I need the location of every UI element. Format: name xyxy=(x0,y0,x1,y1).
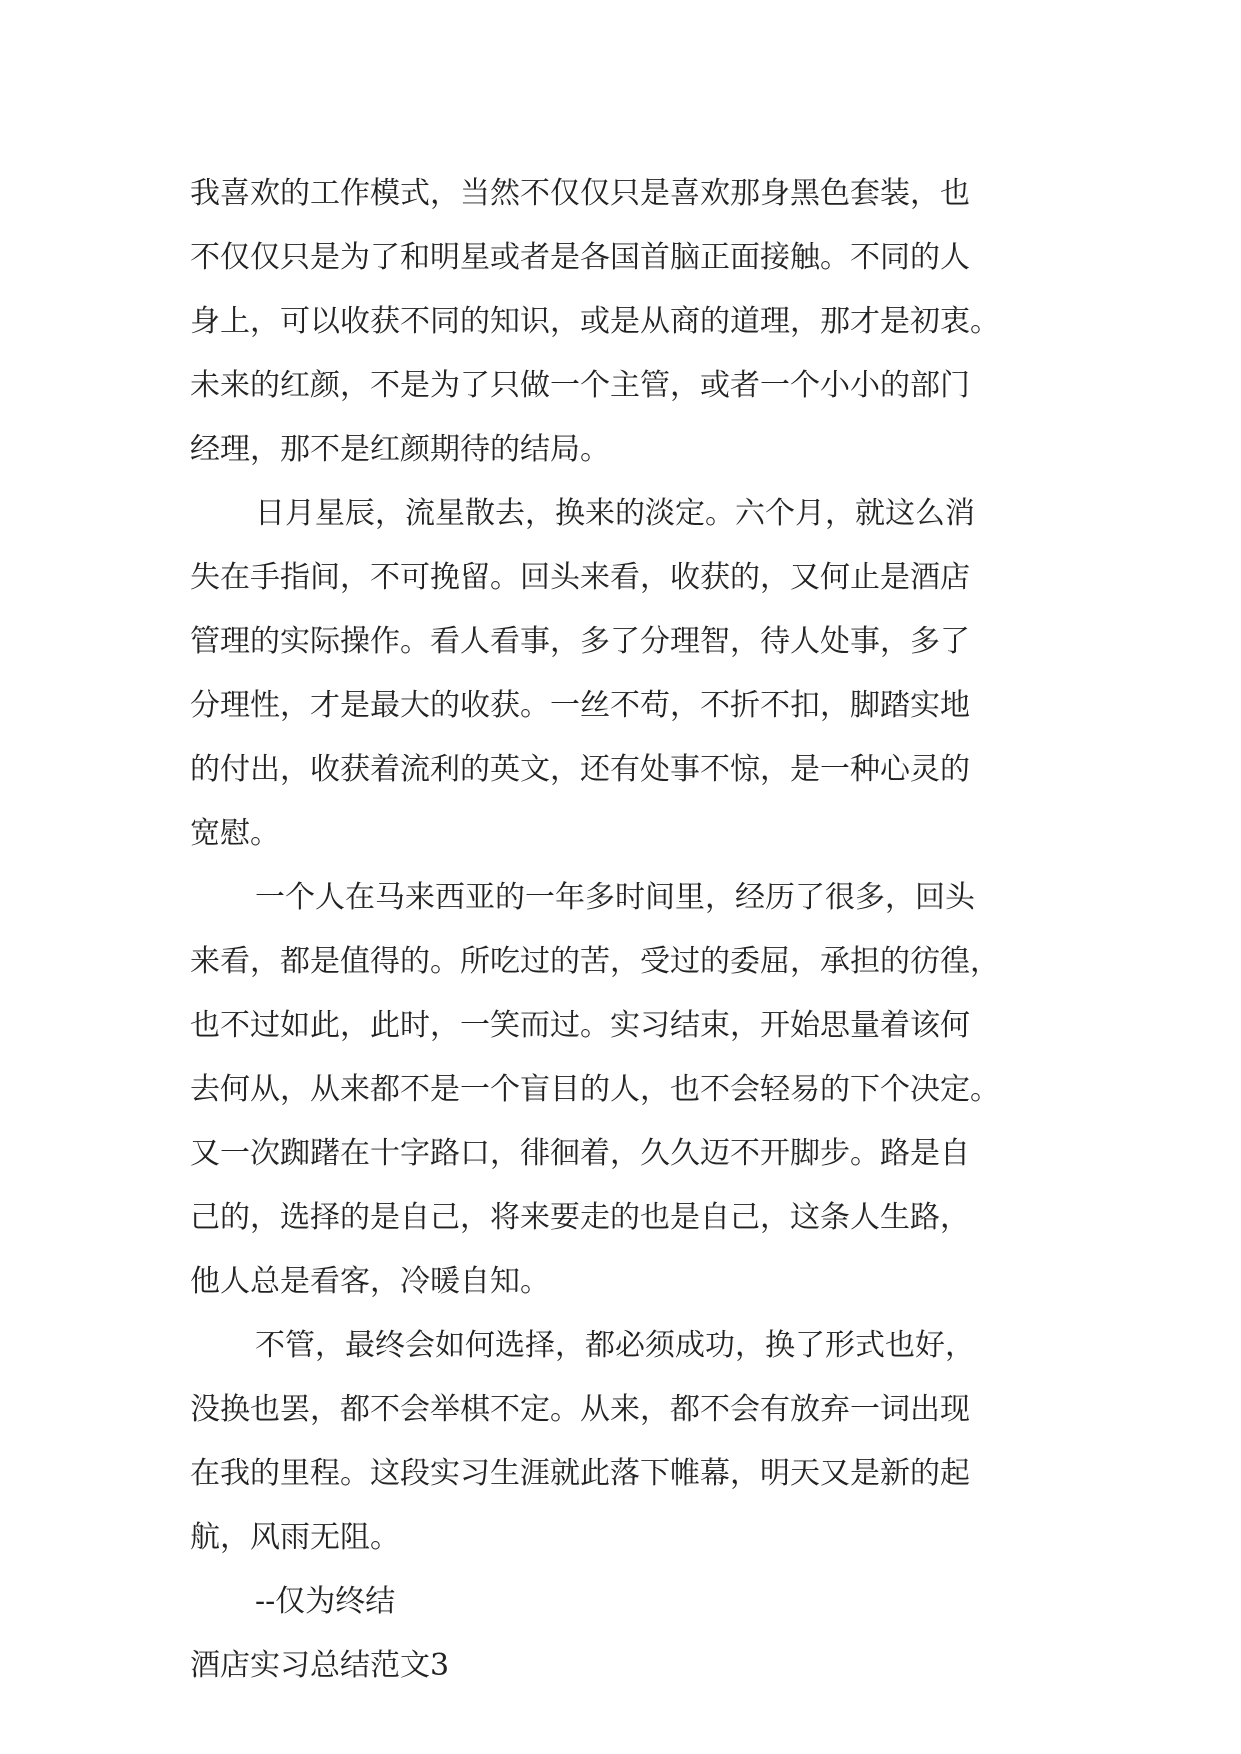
paragraph-line: 身上，可以收获不同的知识，或是从商的道理，那才是初衷。 xyxy=(190,304,1000,339)
paragraph-line: 一个人在马来西亚的一年多时间里，经历了很多，回头 xyxy=(255,880,975,915)
paragraph-line: 不仅仅只是为了和明星或者是各国首脑正面接触。不同的人 xyxy=(190,240,970,275)
section-heading: 酒店实习总结范文3 xyxy=(190,1648,450,1683)
paragraph-line: 没换也罢，都不会举棋不定。从来，都不会有放弃一词出现 xyxy=(190,1392,970,1427)
paragraph-line: 去何从，从来都不是一个盲目的人，也不会轻易的下个决定。 xyxy=(190,1072,1000,1107)
paragraph-line: 不管，最终会如何选择，都必须成功，换了形式也好， xyxy=(255,1328,975,1363)
paragraph-line: 日月星辰，流星散去，换来的淡定。六个月，就这么消 xyxy=(255,496,975,531)
paragraph-line: 也不过如此，此时，一笑而过。实习结束，开始思量着该何 xyxy=(190,1008,970,1043)
paragraph-line: 分理性，才是最大的收获。一丝不苟，不折不扣，脚踏实地 xyxy=(190,688,970,723)
paragraph-line: 的付出，收获着流利的英文，还有处事不惊，是一种心灵的 xyxy=(190,752,970,787)
document-body xyxy=(190,162,1070,1698)
paragraph-line: 我喜欢的工作模式，当然不仅仅只是喜欢那身黑色套装，也 xyxy=(190,176,970,211)
paragraph-line: 他人总是看客，冷暖自知。 xyxy=(190,1264,550,1299)
paragraph-line: 失在手指间，不可挽留。回头来看，收获的，又何止是酒店 xyxy=(190,560,970,595)
paragraph-line: 经理，那不是红颜期待的结局。 xyxy=(190,432,610,467)
paragraph-line: 宽慰。 xyxy=(190,816,280,851)
paragraph-line: 未来的红颜，不是为了只做一个主管，或者一个小小的部门 xyxy=(190,368,970,403)
paragraph-line: 管理的实际操作。看人看事，多了分理智，待人处事，多了 xyxy=(190,624,970,659)
paragraph-line: 己的，选择的是自己，将来要走的也是自己，这条人生路， xyxy=(190,1200,970,1235)
signature-line: --仅为终结 xyxy=(255,1584,396,1619)
paragraph-line: 又一次踟躇在十字路口，徘徊着，久久迈不开脚步。路是自 xyxy=(190,1136,970,1171)
paragraph-line: 来看，都是值得的。所吃过的苦，受过的委屈，承担的彷徨， xyxy=(190,944,1000,979)
paragraph-line: 航，风雨无阻。 xyxy=(190,1520,400,1555)
paragraph-line: 在我的里程。这段实习生涯就此落下帷幕，明天又是新的起 xyxy=(190,1456,970,1491)
